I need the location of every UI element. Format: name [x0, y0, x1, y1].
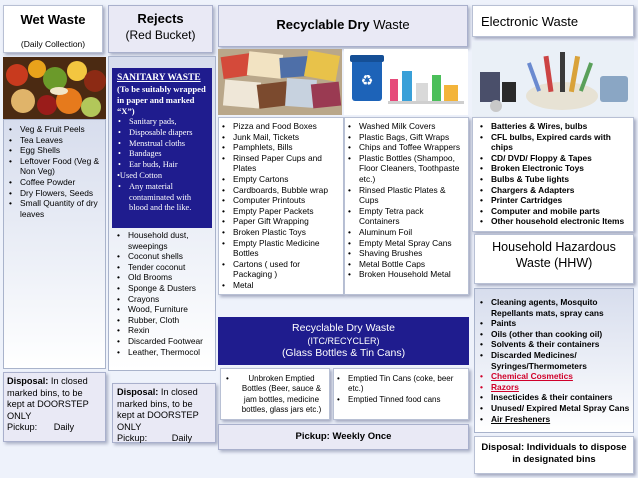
- hazardous-title: Household Hazardous Waste (HHW): [492, 240, 616, 270]
- svg-text:♻: ♻: [360, 73, 374, 89]
- list-item: • Metal: [221, 280, 341, 291]
- list-item: • Shaving Brushes: [347, 248, 466, 259]
- list-item: • Discarded Medicines/ Syringes/Thermometers: [479, 350, 630, 371]
- dry-pickup: Pickup: Weekly Once: [295, 431, 392, 442]
- list-item: • Bandages: [117, 149, 207, 160]
- list-item: • CFL bulbs, Expired cards with chips: [479, 132, 631, 153]
- wet-title-box: [3, 5, 103, 53]
- list-item: • Air Fresheners: [479, 414, 630, 425]
- dry-banner-line1: Recyclable Dry Waste: [292, 322, 395, 334]
- wet-disposal-text: In closed marked bins, to be kept at DOORSTEP ONLY: [7, 376, 89, 421]
- list-item: • Tender coconut: [116, 262, 216, 273]
- rejects-items-list: [116, 230, 216, 357]
- dry-col1-box: [218, 117, 344, 295]
- list-item: • Computer Printouts: [221, 195, 341, 206]
- dry-col1-list: [221, 121, 341, 291]
- list-item: • Old Brooms: [116, 272, 216, 283]
- recycle-bin-photo: [344, 49, 468, 115]
- list-item-highlight: • Chemical Cosmetics: [479, 371, 630, 382]
- list-item: • Empty Metal Spray Cans: [347, 238, 466, 249]
- dry-title-box: [218, 5, 468, 47]
- list-item: • Household dust, sweepings: [116, 230, 216, 251]
- list-item: • Leather, Thermocol: [116, 347, 216, 358]
- hazardous-title-box: [474, 234, 634, 284]
- electronic-title: Electronic Waste: [481, 14, 579, 29]
- wet-disposal-label: Disposal:: [7, 376, 49, 386]
- list-item: • Junk Mail, Tickets: [221, 132, 341, 143]
- list-item: • Dry Flowers, Seeds: [8, 188, 102, 199]
- rejects-title: Rejects: [137, 11, 184, 26]
- electronic-devices-photo: [472, 42, 634, 117]
- list-item: • Leftover Food (Veg & Non Veg): [8, 156, 102, 177]
- list-item: • Emptied Tin Cans (coke, beer etc.): [336, 374, 465, 395]
- dry-col2-list: [347, 121, 466, 280]
- list-item: • Paints: [479, 318, 630, 329]
- list-item: • Empty Cartons: [221, 174, 341, 185]
- list-item: • Coconut shells: [116, 251, 216, 262]
- list-item: • Disposable diapers: [117, 128, 207, 139]
- list-item: • Cartons ( used for Packaging ): [221, 259, 341, 280]
- dry-title-bold: Recyclable Dry: [276, 17, 370, 32]
- rejects-subtitle: (Red Bucket): [125, 28, 196, 42]
- list-item: • Printer Cartridges: [479, 195, 631, 206]
- list-item: • Computer and mobile parts: [479, 206, 631, 217]
- list-item: • CD/ DVD/ Floppy & Tapes: [479, 153, 631, 164]
- list-item: • Empty Plastic Medicine Bottles: [221, 238, 341, 259]
- hazardous-items-box: [474, 288, 634, 433]
- rejects-pickup-label: Pickup:: [117, 433, 148, 443]
- wet-disposal-box: [3, 372, 106, 442]
- list-item: • Aluminum Foil: [347, 227, 466, 238]
- rejects-disposal-label: Disposal:: [117, 387, 159, 397]
- list-item: • Batteries & Wires, bulbs: [479, 121, 631, 132]
- list-item: • Empty Tetra pack Containers: [347, 206, 466, 227]
- list-item: • Metal Bottle Caps: [347, 259, 466, 270]
- list-item: • Wood, Furniture: [116, 304, 216, 315]
- list-item: • Paper Gift Wrapping: [221, 216, 341, 227]
- sanitary-title: SANITARY WASTE: [117, 73, 201, 83]
- list-item: • Pamphlets, Bills: [221, 142, 341, 153]
- hazardous-disposal: Disposal: Individuals to dispose in designated bins: [481, 442, 627, 465]
- sanitary-waste-box: [112, 68, 212, 228]
- list-item: • Broken Household Metal: [347, 269, 466, 280]
- list-item: • Chips and Toffee Wrappers: [347, 142, 466, 153]
- list-item: • Tea Leaves: [8, 135, 102, 146]
- dry-glass-box: [220, 368, 330, 420]
- list-item: • Menstrual cloths: [117, 139, 207, 150]
- list-item: • Cleaning agents, Mosquito Repellants mats, spray cans: [479, 297, 630, 318]
- list-item: • Discarded Footwear: [116, 336, 216, 347]
- list-item: • Rinsed Plastic Plates & Cups: [347, 185, 466, 206]
- hazardous-disposal-box: [474, 436, 634, 474]
- list-item: • Ear buds, Hair: [117, 160, 207, 171]
- list-item: •Used Cotton: [117, 170, 163, 180]
- waste-paper-photo: [218, 49, 342, 115]
- list-item: • Cardboards, Bubble wrap: [221, 185, 341, 196]
- dry-pickup-box: [218, 424, 469, 450]
- list-item: • Chargers & Adapters: [479, 185, 631, 196]
- list-item: • Plastic Bags, Gift Wraps: [347, 132, 466, 143]
- rejects-title-box: [108, 5, 213, 53]
- list-item-highlight: • Razors: [479, 382, 630, 393]
- wet-pickup-label: Pickup:: [7, 422, 38, 432]
- wet-subtitle: (Daily Collection): [20, 39, 86, 49]
- sanitary-note: (To be suitably wrapped in paper and marked “X”): [117, 84, 206, 116]
- dry-tin-box: [333, 368, 469, 420]
- list-item: • Unbroken Emptied Bottles (Beer, sauce & jam bottles, medicine bottles, glass jars etc.): [225, 374, 326, 415]
- list-item: • Small Quantity of dry leaves: [8, 198, 102, 219]
- wet-items-list: [8, 124, 102, 219]
- list-item: • Solvents & their containers: [479, 339, 630, 350]
- list-item: • Other household electronic Items: [479, 216, 631, 227]
- hazardous-items-list: [479, 297, 630, 424]
- electronic-title-box: [472, 5, 634, 37]
- list-item: • Rinsed Paper Cups and Plates: [221, 153, 341, 174]
- list-item: • Washed Milk Covers: [347, 121, 466, 132]
- wet-title: Wet Waste: [20, 12, 86, 27]
- list-item: • Empty Paper Packets: [221, 206, 341, 217]
- list-item: • Pizza and Food Boxes: [221, 121, 341, 132]
- dry-title-rest: Waste: [369, 17, 410, 32]
- list-item: • Broken Plastic Toys: [221, 227, 341, 238]
- rejects-pickup-value: Daily: [171, 433, 193, 443]
- list-item: • Unused/ Expired Metal Spray Cans: [479, 403, 630, 414]
- rejects-disposal-box: [112, 383, 216, 443]
- list-item: • Insecticides & their containers: [479, 392, 630, 403]
- dry-itc-banner: [218, 317, 469, 365]
- list-item: • Crayons: [116, 294, 216, 305]
- list-item: • Bulbs & Tube lights: [479, 174, 631, 185]
- list-item: • Sanitary pads,: [117, 117, 207, 128]
- list-item: • Rexin: [116, 325, 216, 336]
- list-item: • Coffee Powder: [8, 177, 102, 188]
- list-item: • Oils (other than cooking oil): [479, 329, 630, 340]
- list-item: • Any material contaminated with blood and the like.: [117, 182, 207, 214]
- list-item: • Rubber, Cloth: [116, 315, 216, 326]
- list-item: • Broken Electronic Toys: [479, 163, 631, 174]
- dry-banner-line2: (ITC/RECYCLER): [307, 336, 380, 346]
- electronic-items-list: [479, 121, 631, 227]
- wet-pickup-value: Daily: [53, 422, 75, 432]
- dry-col2-box: [344, 117, 469, 295]
- wet-items-box: [3, 119, 106, 369]
- list-item: • Egg Shells: [8, 145, 102, 156]
- list-item: • Plastic Bottles (Shampoo, Floor Cleaners, Toothpaste etc.): [347, 153, 466, 185]
- sanitary-items: [117, 117, 207, 214]
- list-item: • Sponge & Dusters: [116, 283, 216, 294]
- vegetable-pile-photo: [3, 57, 106, 119]
- dry-banner-line3: (Glass Bottles & Tin Cans): [281, 347, 406, 359]
- rejects-disposal-text: In closed marked bins, to be kept at DOORSTEP ONLY: [117, 387, 199, 432]
- list-item: • Veg & Fruit Peels: [8, 124, 102, 135]
- list-item: • Emptied Tinned food cans: [336, 395, 465, 405]
- electronic-items-box: [472, 117, 634, 232]
